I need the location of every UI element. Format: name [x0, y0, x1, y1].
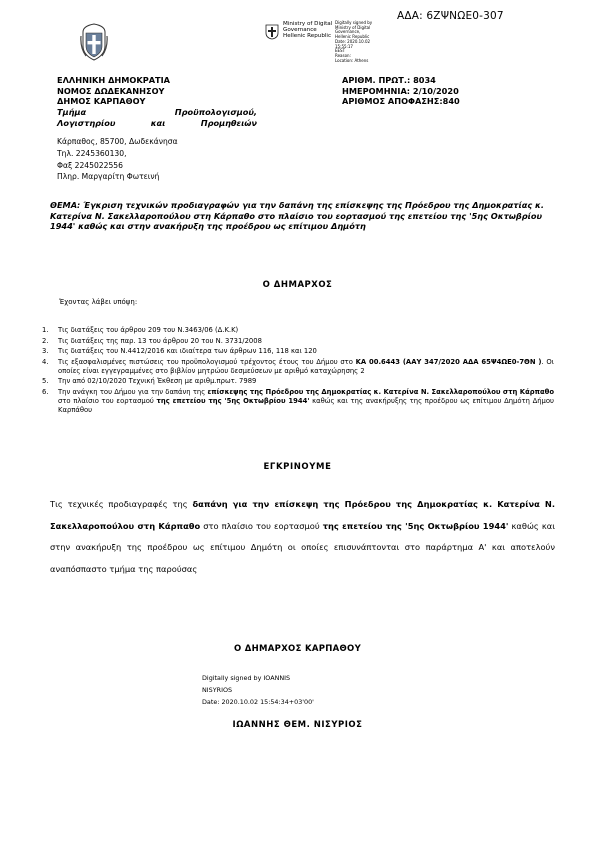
ministry-logo-icon — [265, 22, 279, 40]
greek-emblem-icon — [80, 22, 108, 62]
ministry-signature-block: Digitally signed by Ministry of Digital Governance, Hellenic Republic Date: 2020.10.02 15:55:17 EEST Reason: Location: Athens — [335, 20, 373, 63]
list-item: 4. Τις εξασφαλισμένες πιστώσεις του προϋπολογισμού τρέχοντος έτους του Δήμου στο ΚΑ 00.6443 (ΑΑΥ 347/2020 ΑΔΑ 65Ψ4ΩΕ0-7ΘΝ ). Οι οποίες είναι εγγεγραμμένες στο βιβλίον μητρώου δεσμεύσεων με αριθμό καταχώρησης 2 — [42, 357, 554, 375]
list-item: 5. Την από 02/10/2020 Τεχνική Έκθεση με αριθμ.πρωτ. 7989 — [42, 377, 257, 385]
considerations-intro: Έχοντας λάβει υπόψη: — [59, 298, 138, 306]
subject: ΘΕΜΑ: Έγκριση τεχνικών προδιαγραφών για την δαπάνη της επίσκεψης της Πρόεδρου της Δημοκρατίας κ. Κατερίνα Ν. Σακελλαροπούλου στη Κάρπαθο στο πλαίσιο του εορτασμού της επετείου της '5ης Οκτωβρίου 1944' καθώς και στην ανακήρυξη της προέδρου ως επίτιμου Δημότη — [50, 200, 544, 232]
mayor-signature-title: Ο ΔΗΜΑΡΧΟΣ ΚΑΡΠΑΘΟΥ — [233, 644, 362, 654]
ministry-name: Ministry of Digital Governance Hellenic Republic — [283, 21, 333, 40]
list-item: 1. Τις διατάξεις του άρθρου 209 του Ν.3463/06 (Δ.Κ.Κ) — [42, 326, 239, 334]
ada-code: ΑΔΑ: 6ΖΨΝΩΕ0-307 — [397, 10, 504, 22]
issuer-header: ΕΛΛΗΝΙΚΗ ΔΗΜΟΚΡΑΤΙΑ ΝΟΜΟΣ ΔΩΔΕΚΑΝΗΣΟΥ ΔΗΜΟΣ ΚΑΡΠΑΘΟΥ — [57, 75, 171, 107]
decision-paragraph: Τις τεχνικές προδιαγραφές της δαπάνη για την επίσκεψη της Πρόεδρου της Δημοκρατίας κ. Κατερίνα Ν. Σακελλαροπούλου στη Κάρπαθο στο πλαίσιο του εορτασμού της επετείου της '5ης Οκτωβρίου 1944' καθώς και στην ανακήρυξη της προέδρου ως επίτιμου Δημότη οι οποίες επισυνάπτονται στο παράρτημα Α' και αποτελούν αναπόσπαστο τμήμα της παρούσας — [50, 499, 556, 574]
list-item: 3. Τις διατάξεις του Ν.4412/2016 και ιδιαίτερα των άρθρων 116, 118 και 120 — [42, 347, 317, 355]
protocol-info: ΑΡΙΘΜ. ΠΡΩΤ.: 8034 ΗΜΕΡΟΜΗΝΙΑ: 2/10/2020 ΑΡΙΘΜΟΣ ΑΠΟΦΑΣΗΣ:840 — [342, 75, 460, 107]
list-item: 2. Τις διατάξεις της παρ. 13 του άρθρου 20 του Ν. 3731/2008 — [42, 336, 262, 345]
approve-heading: ΕΓΚΡΙΝΟΥΜΕ — [263, 462, 332, 472]
contact-info: Κάρπαθος, 85700, Δωδεκάνησα Τηλ. 2245360130, Φαξ 2245022556 Πληρ. Μαργαρίτη Φωτεινή — [57, 137, 178, 182]
list-item: 6. Την ανάγκη του Δήμου για την δαπάνη της επίσκεψης της Πρόεδρου της Δημοκρατίας κ. Κατερίνα Ν. Σακελλαροπούλου στη Κάρπαθο στο πλαίσιο του εορτασμού της επετείου της '5ης Οκτωβρίου 1944' καθώς και της ανακήρυξης της προέδρου ως επίτιμου Δημότη Δήμου Καρπάθου — [42, 387, 554, 414]
mayor-heading: Ο ΔΗΜΑΡΧΟΣ — [262, 280, 333, 290]
department: Τμήμα Προϋπολογισμού, Λογιστηρίου και Προμηθειών — [57, 107, 257, 128]
considerations-list — [42, 326, 554, 416]
digital-signature: Digitally signed by IOANNIS NISYRIOS Date: 2020.10.02 15:54:34+03'00' — [202, 674, 314, 706]
signer-name: ΙΩΑΝΝΗΣ ΘΕΜ. ΝΙΣΥΡΙΟΣ — [232, 720, 363, 730]
